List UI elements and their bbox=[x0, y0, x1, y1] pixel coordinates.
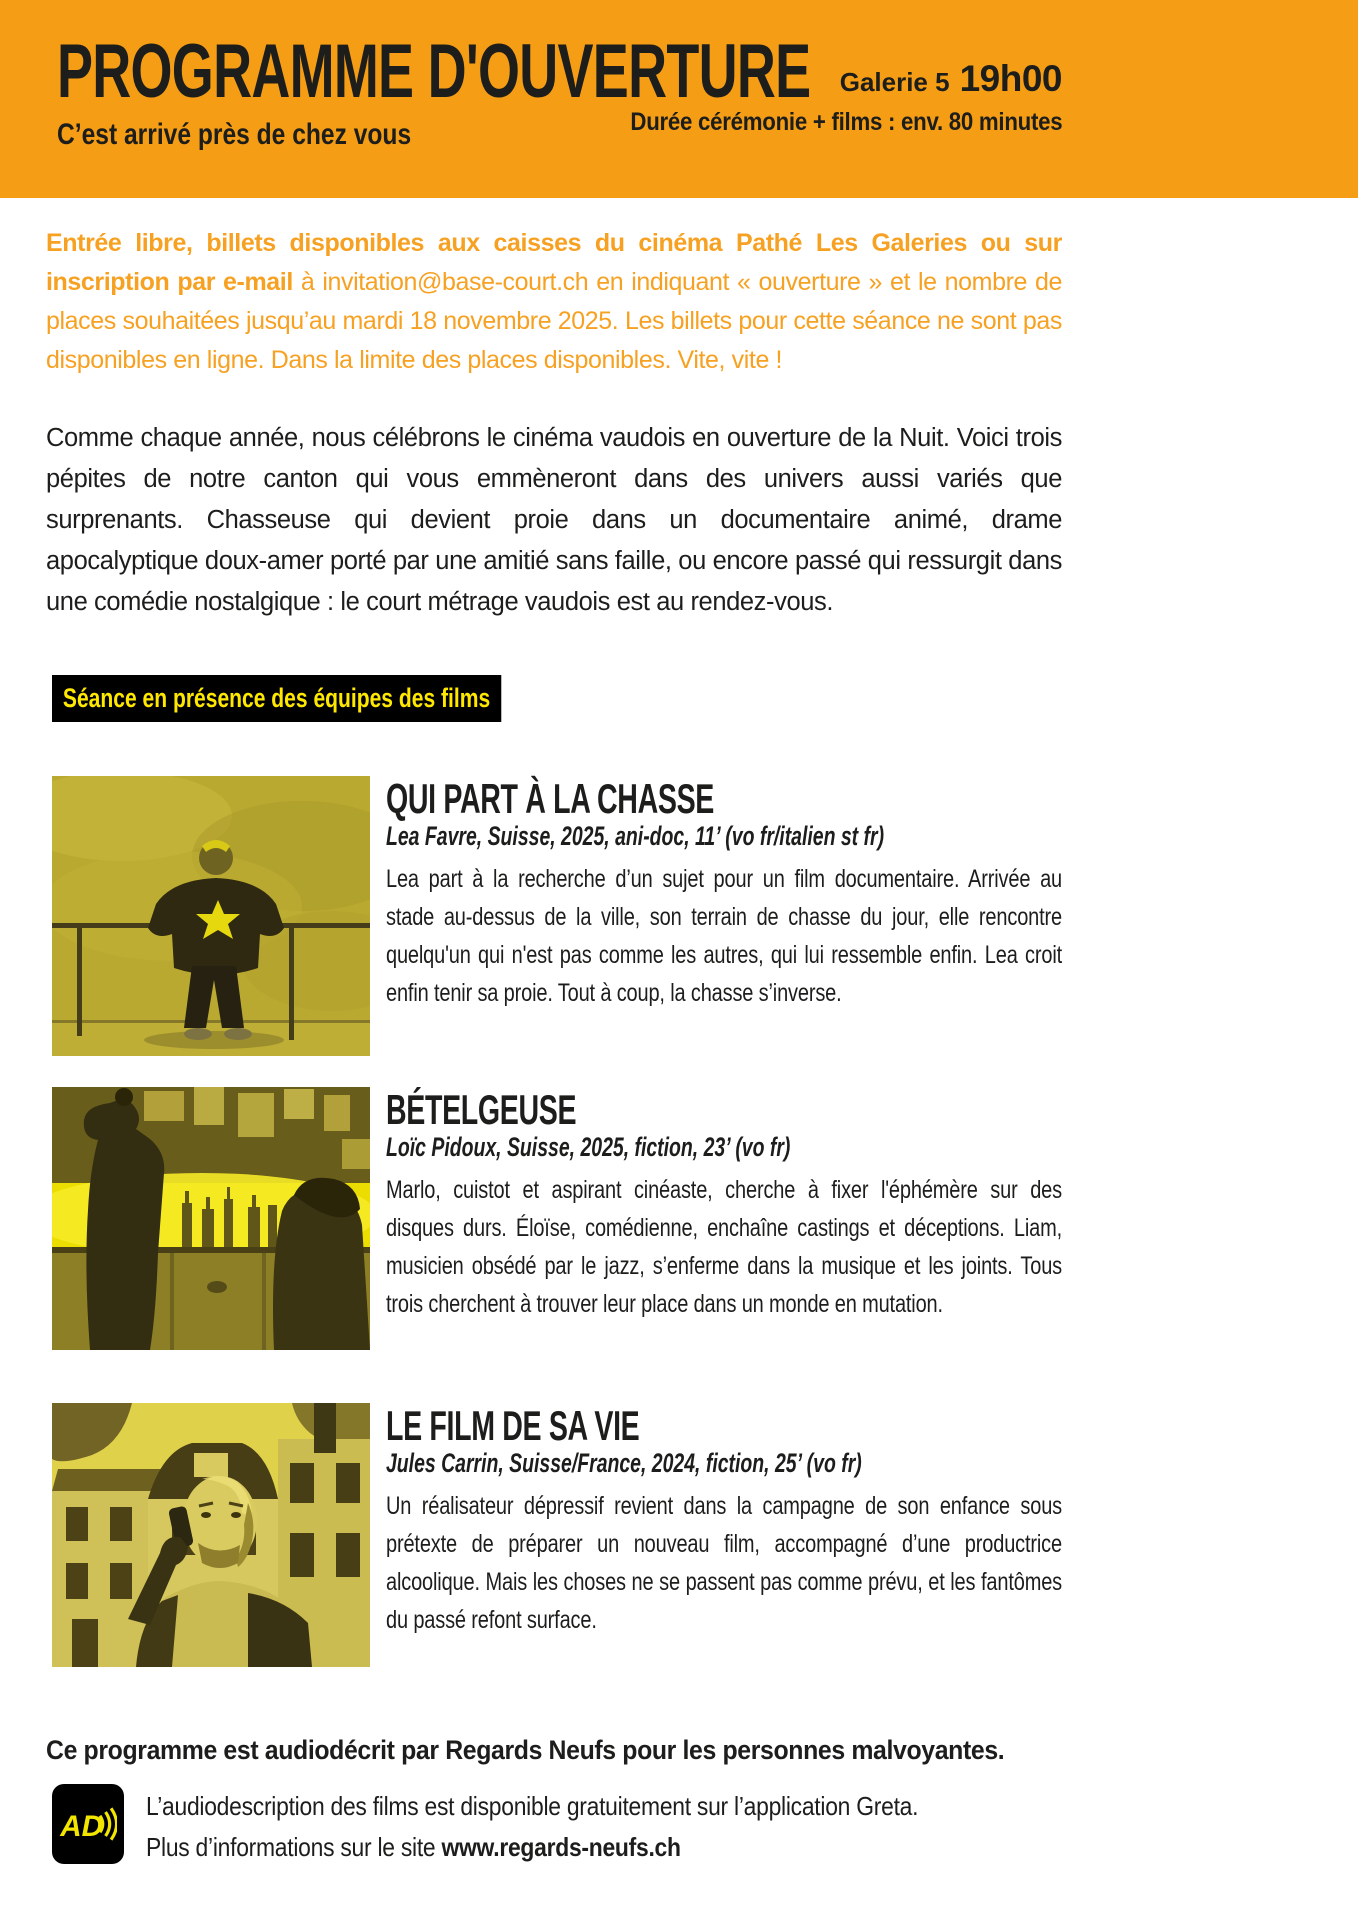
ad-logo-text: AD bbox=[60, 1810, 103, 1843]
audiodescription-line2-prefix: Plus d’informations sur le site bbox=[146, 1832, 442, 1862]
film-thumbnail-betelgeuse bbox=[52, 1087, 370, 1350]
film-description: Lea part à la recherche d’un sujet pour un film documentaire. Arrivée au stade au-dessus de la ville, son terrain de chasse du jour, elle rencontre quelqu'un qui n'est pas comme les autres, qui lui ressemble enfin. Lea croit enfin tenir sa proie. Tout à coup, la chasse s’inverse. bbox=[386, 865, 1062, 1008]
kitchen-scene-image bbox=[52, 1087, 370, 1350]
film-meta: Jules Carrin, Suisse/France, 2024, fiction, 25’ (vo fr) bbox=[386, 1448, 862, 1479]
film-title: LE FILM DE SA VIE bbox=[386, 1402, 640, 1449]
audiodescription-line1: L’audiodescription des films est disponible gratuitement sur l’application Greta. bbox=[146, 1791, 919, 1821]
film-meta: Loïc Pidoux, Suisse, 2025, fiction, 23’ (vo fr) bbox=[386, 1132, 791, 1163]
header-band bbox=[0, 0, 1358, 198]
venue-label: Galerie 5 bbox=[839, 67, 950, 97]
ad-waves-icon bbox=[59, 1800, 117, 1848]
session-badge: Séance en présence des équipes des films bbox=[52, 675, 501, 722]
film-title: QUI PART À LA CHASSE bbox=[386, 775, 715, 822]
email-link[interactable]: invitation@base-court.ch bbox=[322, 268, 589, 296]
page-title: PROGRAMME D'OUVERTURE bbox=[57, 29, 811, 114]
duration-label: Durée cérémonie + films : env. 80 minutes bbox=[630, 108, 1062, 136]
audiodescription-note: Ce programme est audiodécrit par Regards Neufs pour les personnes malvoyantes. bbox=[46, 1735, 1005, 1765]
film-item-betelgeuse bbox=[52, 1087, 1062, 1350]
film-item-qui-part-a-la-chasse bbox=[52, 776, 1062, 1056]
time-label: 19h00 bbox=[959, 58, 1062, 99]
tickets-bold-lead: Entrée libre, billets disponibles aux caisses du cinéma Pathé Les Galeries ou sur inscription par e-mail bbox=[46, 229, 1062, 296]
puppet-on-balcony-image bbox=[52, 776, 370, 1056]
tickets-paragraph bbox=[46, 224, 1062, 380]
audiodescription-row bbox=[52, 1784, 1062, 1868]
website-link[interactable]: www.regards-neufs.ch bbox=[441, 1832, 681, 1862]
audiodescription-text bbox=[146, 1784, 1024, 1868]
right-person-silhouette bbox=[273, 1178, 370, 1350]
session-info bbox=[577, 58, 1062, 137]
page-subtitle: C’est arrivé près de chez vous bbox=[57, 118, 412, 151]
tickets-rest-text: en indiquant « ouverture » et le nombre de places souhaitées jusqu’au mardi 18 novembre 2025. Les billets pour cette séance ne sont pas disponibles en ligne. Dans la limite des places disponibles. Vite, vite ! bbox=[46, 268, 1062, 374]
film-item-le-film-de-sa-vie bbox=[52, 1403, 1062, 1667]
film-description: Un réalisateur dépressif revient dans la campagne de son enfance sous prétexte de préparer un nouveau film, accompagné d’une productrice alcoolique. Mais les choses ne se passent pas comme prévu, et les fantômes du passé refont surface. bbox=[386, 1492, 1062, 1635]
man-on-phone-image bbox=[52, 1403, 370, 1667]
film-thumbnail-le-film-de-sa-vie bbox=[52, 1403, 370, 1667]
intro-paragraph: Comme chaque année, nous célébrons le cinéma vaudois en ouverture de la Nuit. Voici trois pépites de notre canton qui vous emmèneront dans des univers aussi variés que surprenants. Chasseuse qui devient proie dans un documentaire animé, drame apocalyptique doux-amer porté par une amitié sans faille, ou encore passé qui ressurgit dans une comédie nostalgique : le court métrage vaudois est au rendez-vous. bbox=[46, 424, 1062, 616]
film-description: Marlo, cuistot et aspirant cinéaste, cherche à fixer l'éphémère sur des disques durs. Éloïse, comédienne, enchaîne castings et déceptions. Liam, musicien obsédé par le jazz, s’enferme dans la musique et les joints. Tous trois cherchent à trouver leur place dans un monde en mutation. bbox=[386, 1176, 1062, 1319]
ad-logo bbox=[52, 1784, 124, 1864]
films-list bbox=[46, 776, 1062, 1667]
film-thumbnail-qui-part-a-la-chasse bbox=[52, 776, 370, 1056]
film-meta: Lea Favre, Suisse, 2025, ani-doc, 11’ (vo fr/italien st fr) bbox=[386, 821, 885, 852]
tickets-mid-text: à bbox=[292, 268, 323, 296]
film-title: BÉTELGEUSE bbox=[386, 1086, 577, 1133]
